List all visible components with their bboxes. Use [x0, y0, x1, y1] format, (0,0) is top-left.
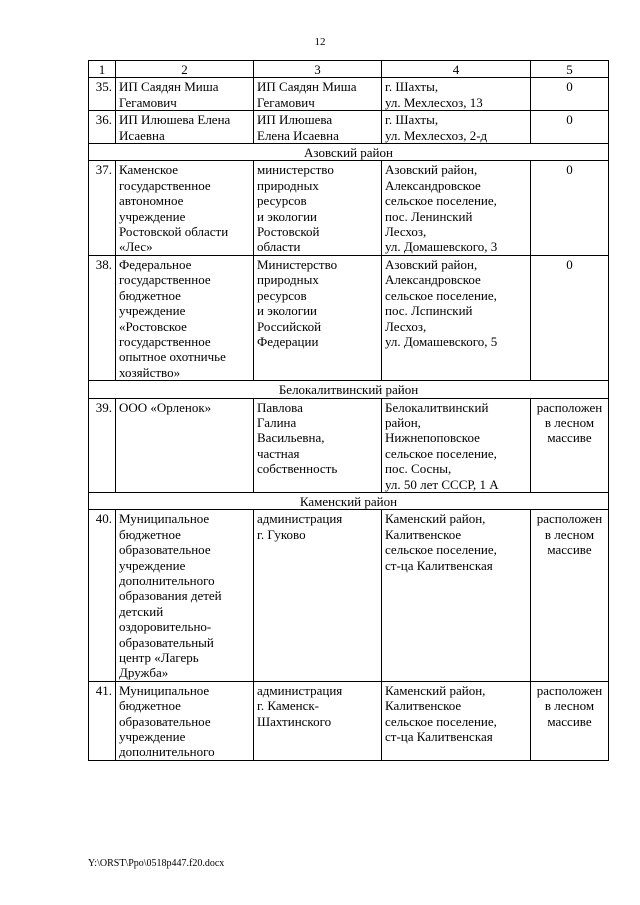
- section-row: [89, 492, 609, 509]
- table-row: [89, 510, 609, 681]
- column-header: 5: [531, 61, 609, 78]
- column-header: 4: [382, 61, 531, 78]
- table-row: [89, 78, 609, 111]
- note: 0: [531, 78, 609, 111]
- address: г. Шахты, ул. Мехлесхоз, 13: [382, 78, 531, 111]
- table-row: [89, 255, 609, 380]
- organization-name: Каменское государственное автономное учреждение Ростовской области «Лес»: [116, 161, 254, 255]
- address: Каменский район, Калитвенское сельское поселение, ст-ца Калитвенская: [382, 510, 531, 681]
- footer-file-path: Y:\ORST\Ppo\0518p447.f20.docx: [88, 858, 225, 869]
- column-header: 3: [254, 61, 382, 78]
- address: Азовский район, Александровское сельское поселение, пос. Ленинский Лесхоз, ул. Домашевского, 3: [382, 161, 531, 255]
- organization-name: ООО «Орленок»: [116, 398, 254, 492]
- owner: ИП Саядян Миша Гегамович: [254, 78, 382, 111]
- section-title: Белокалитвинский район: [89, 381, 609, 398]
- table-row: [89, 161, 609, 255]
- owner: Павлова Галина Васильевна, частная собственность: [254, 398, 382, 492]
- note: 0: [531, 111, 609, 144]
- page-number: 12: [314, 36, 326, 48]
- owner: администрация г. Гуково: [254, 510, 382, 681]
- table-row: [89, 398, 609, 492]
- table-row: [89, 111, 609, 144]
- address: г. Шахты, ул. Мехлесхоз, 2-д: [382, 111, 531, 144]
- address: Белокалитвинский район, Нижнепоповское сельское поселение, пос. Сосны, ул. 50 лет СССР, 1 А: [382, 398, 531, 492]
- note: расположен в лесном массиве: [531, 681, 609, 760]
- owner: министерство природных ресурсов и экологии Ростовской области: [254, 161, 382, 255]
- organization-name: ИП Саядян Миша Гегамович: [116, 78, 254, 111]
- organization-name: Муниципальное бюджетное образовательное учреждение дополнительного образования детей детский оздоровительно- образовательный центр «Лагерь Дружба»: [116, 510, 254, 681]
- organization-name: Федеральное государственное бюджетное учреждение «Ростовское государственное опытное охотничье хозяйство»: [116, 255, 254, 380]
- owner: ИП Илюшева Елена Исаевна: [254, 111, 382, 144]
- note: расположен в лесном массиве: [531, 398, 609, 492]
- note: расположен в лесном массиве: [531, 510, 609, 681]
- column-header: 1: [89, 61, 116, 78]
- owner: администрация г. Каменск- Шахтинского: [254, 681, 382, 760]
- row-number: 40.: [89, 510, 116, 681]
- organization-name: Муниципальное бюджетное образовательное учреждение дополнительного: [116, 681, 254, 760]
- organization-name: ИП Илюшева Елена Исаевна: [116, 111, 254, 144]
- section-row: [89, 144, 609, 161]
- row-number: 39.: [89, 398, 116, 492]
- address: Каменский район, Калитвенское сельское поселение, ст-ца Калитвенская: [382, 681, 531, 760]
- table-header-row: [89, 61, 609, 78]
- owner: Министерство природных ресурсов и экологии Российской Федерации: [254, 255, 382, 380]
- column-header: 2: [116, 61, 254, 78]
- row-number: 35.: [89, 78, 116, 111]
- row-number: 36.: [89, 111, 116, 144]
- section-title: Каменский район: [89, 492, 609, 509]
- data-table: [88, 60, 609, 761]
- row-number: 41.: [89, 681, 116, 760]
- row-number: 37.: [89, 161, 116, 255]
- section-row: [89, 381, 609, 398]
- table-row: [89, 681, 609, 760]
- section-title: Азовский район: [89, 144, 609, 161]
- address: Азовский район, Александровское сельское поселение, пос. Лспинский Лесхоз, ул. Домашевского, 5: [382, 255, 531, 380]
- note: 0: [531, 161, 609, 255]
- note: 0: [531, 255, 609, 380]
- row-number: 38.: [89, 255, 116, 380]
